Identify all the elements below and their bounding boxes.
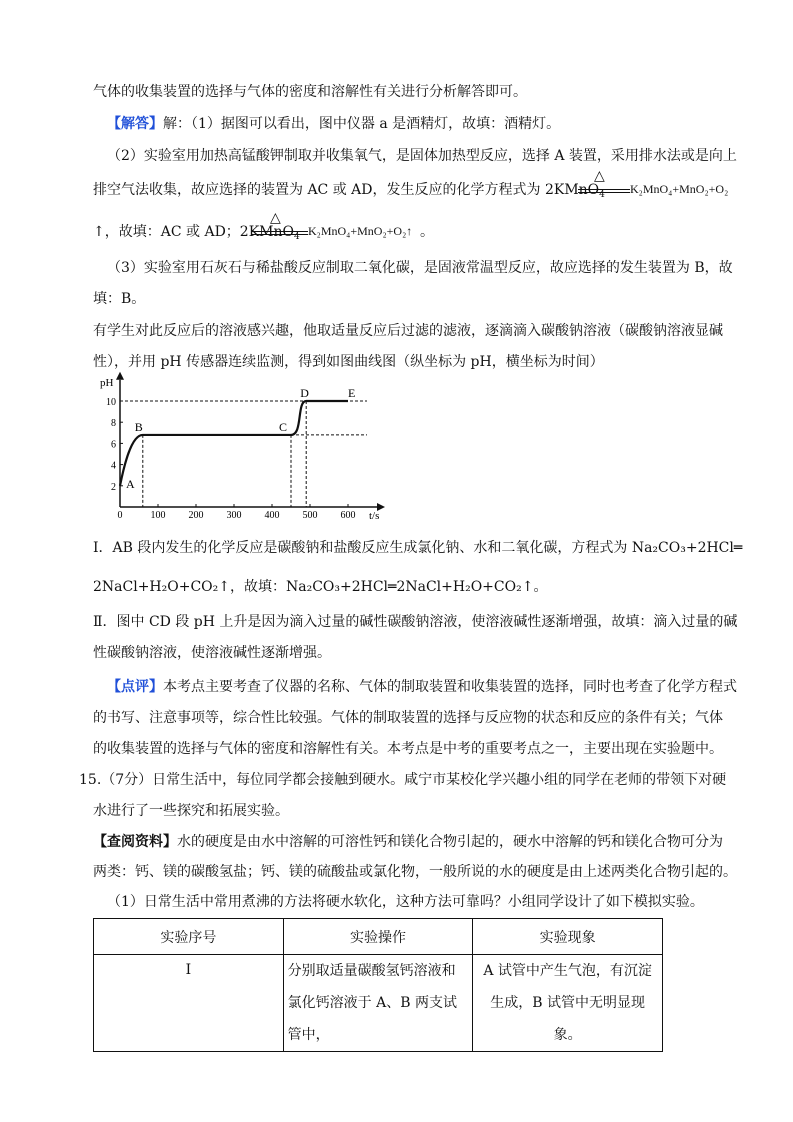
y-tick-label: 4 xyxy=(111,460,116,472)
x-tick-label: 0 xyxy=(117,510,123,521)
x-tick-label: 400 xyxy=(264,510,280,521)
answer-text: 解：（1）据图可以看出，图中仪器 a 是酒精灯，故填：酒精灯。 xyxy=(163,116,561,132)
equation-products: K₂MnO₄+MnO₂+O₂↑ xyxy=(308,224,413,238)
y-axis-arrow xyxy=(116,372,124,380)
text-line: 填：B。 xyxy=(93,291,146,307)
equation-arrow xyxy=(252,234,308,235)
answer-line xyxy=(107,114,727,134)
reference-line: 【查阅资料】水的硬度是由水中溶解的可溶性钙和镁化合物引起的，硬水中溶解的钙和镁化合物可分为 xyxy=(93,834,723,850)
equation-products: K₂MnO₄+MnO₂+O₂ xyxy=(630,182,729,196)
point-label-b: B xyxy=(134,419,143,434)
table-cell: I xyxy=(94,955,284,1052)
x-tick-label: 500 xyxy=(302,510,318,521)
x-tick-label: 100 xyxy=(150,510,166,521)
text-line: （1）日常生活中常用煮沸的方法将硬水软化，这种方法可靠吗？小组同学设计了如下模拟实验。 xyxy=(107,894,704,910)
point-label-e: E xyxy=(348,386,356,400)
experiment-table xyxy=(93,918,663,1052)
comment-line: 【点评】本考点主要考查了仪器的名称、气体的制取装置和收集装置的选择，同时也考查了化学方程式 xyxy=(107,679,737,695)
x-tick-label: 200 xyxy=(188,510,204,521)
comment-tag: 【点评】 xyxy=(107,679,163,695)
y-tick-label: 10 xyxy=(106,397,116,408)
table-cell: 分别取适量碳酸氢钙溶液和氯化钙溶液于 A、B 两支试管中， xyxy=(283,955,473,1052)
text-line: （3）实验室用石灰石与稀盐酸反应制取二氧化碳，是固液常温型反应，故应选择的发生装置为 B，故 xyxy=(107,260,733,276)
text-line: 两类：钙、镁的碳酸氢盐；钙、镁的硫酸盐或氯化物，一般所说的水的硬度是由上述两类化合物引起的。 xyxy=(93,864,737,880)
text-line: I．AB 段内发生的化学反应是碳酸钠和盐酸反应生成氯化钠、水和二氧化碳，方程式为 Na₂CO₃+2HCl═ xyxy=(93,540,743,556)
answer-tag: 【解答】 xyxy=(107,116,163,132)
text-line: 的收集装置的选择与气体的密度和溶解性有关。本考点是中考的重要考点之一，主要出现在实验题中。 xyxy=(93,741,723,757)
text-line: 的书写、注意事项等，综合性比较强。气体的制取装置的选择与反应物的状态和反应的条件有关；气体 xyxy=(93,710,723,726)
text-line: 气体的收集装置的选择与气体的密度和溶解性有关进行分析解答即可。 xyxy=(93,84,527,100)
table-header: 实验序号 xyxy=(94,919,284,955)
text-line: 。 xyxy=(420,224,434,240)
text-line: 2NaCl+H₂O+CO₂↑，故填：Na₂CO₃+2HCl═2NaCl+H₂O+CO₂↑。 xyxy=(93,579,548,595)
equation-line: 排空气法收集，故应选择的装置为 AC 或 AD，发生反应的化学方程式为 2KMnO$_4$ xyxy=(93,182,605,200)
equation-arrow xyxy=(252,231,308,232)
equation-line: ↑，故填：AC 或 AD；2KMnO$_4$ xyxy=(93,224,300,242)
y-tick-label: 6 xyxy=(111,439,116,451)
y-axis-label: pH xyxy=(100,376,114,389)
y-tick-label: 2 xyxy=(111,481,116,493)
heat-condition: △ xyxy=(594,168,605,184)
ph-chart xyxy=(98,376,388,523)
text-line: Ⅱ．图中 CD 段 pH 上升是因为滴入过量的碱性碳酸钠溶液，使溶液碱性逐渐增强，故填：滴入过量的碱 xyxy=(93,614,738,630)
reference-tag: 【查阅资料】 xyxy=(93,834,177,850)
point-label-a: A xyxy=(126,476,135,491)
equation-arrow xyxy=(578,189,630,190)
text-line: 性），并用 pH 传感器连续监测，得到如图曲线图（纵坐标为 pH，横坐标为时间） xyxy=(93,354,604,370)
x-tick-label: 300 xyxy=(226,510,242,521)
x-tick-label: 600 xyxy=(340,510,356,521)
heat-condition: △ xyxy=(270,210,281,226)
table-header: 实验现象 xyxy=(473,919,663,955)
point-label-d: D xyxy=(300,386,309,400)
text-line: 有学生对此反应后的溶液感兴趣，他取适量反应后过滤的滤液，逐滴滴入碳酸钠溶液（碳酸钠溶液显碱 xyxy=(93,323,723,339)
equation-arrow xyxy=(578,192,630,193)
text-line: 水进行了一些探究和拓展实验。 xyxy=(93,803,289,819)
y-tick-label: 8 xyxy=(111,418,116,430)
table-cell: A 试管中产生气泡，有沉淀生成，B 试管中无明显现象。 xyxy=(473,955,663,1052)
text-line: （2）实验室用加热高锰酸钾制取并收集氧气，是固体加热型反应，选择 A 装置，采用排水法或是向上 xyxy=(107,148,737,164)
question-title: 15.（7分）日常生活中，每位同学都会接触到硬水。咸宁市某校化学兴趣小组的同学在老师的带领下对硬 xyxy=(79,772,727,788)
x-axis-label: t/s xyxy=(369,510,380,522)
text-line: 性碳酸钠溶液，使溶液碱性逐渐增强。 xyxy=(93,645,331,661)
ph-curve xyxy=(120,401,348,486)
table-header: 实验操作 xyxy=(283,919,473,955)
point-label-c: C xyxy=(279,419,288,434)
